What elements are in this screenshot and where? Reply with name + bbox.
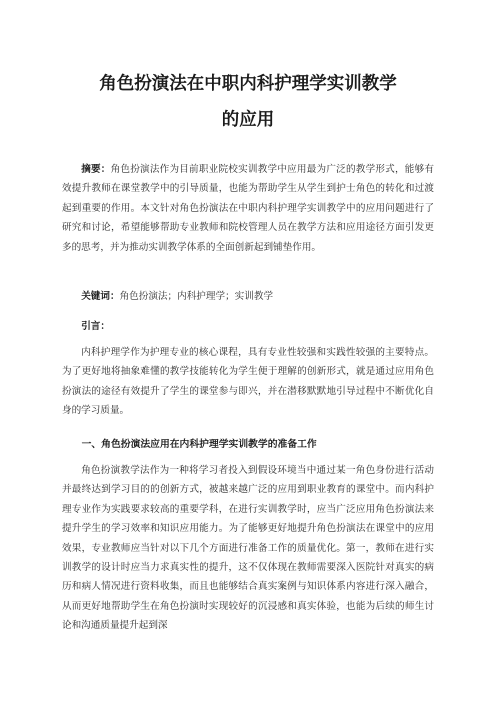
section-1-text: 角色扮演教学法作为一种将学习者投入到假设环境当中通过某一角色身份进行活动并最终达到学习目的的创新方式，被越来越广泛的应用到职业教育的课堂中。而内科护理专业作为实践要求较高的重要学科，在进行实训教学时，应当广泛应用角色扮演法来提升学生的学习效率和知识应用能力。为了能够更好地提升角色扮演法在课堂中的应用效果，专业教师应当针对以下几个方面进行准备工作的质量优化。第一，教师在进行实训教学的设计时应当力求真实性的提升，这不仅体现在教师需要深入医院针对真实的病历和病人情况进行资料收集，而且也能够结合真实案例与知识体系内容进行深入融合，从而更好地帮助学生在角色扮演时实现较好的沉浸感和真实体验，也能为后续的师生讨论和沟通质量提升起到深 [62,465,434,632]
abstract-label: 摘要： [81,164,111,175]
intro-label-line [62,317,434,336]
paper-title-line-1: 角色扮演法在中职内科护理学实训教学 [99,74,397,94]
keywords-paragraph [62,287,434,306]
section-1-heading: 一、角色扮演法应用在内科护理学实训教学的准备工作 [81,439,317,450]
intro-text: 内科护理学作为护理专业的核心课程，具有专业性较强和实践性较强的主要特点。为了更好地将抽象难懂的教学技能转化为学生便于理解的创新形式，就是通过应用角色扮演法的途径有效提升了学生的课堂参与即兴，并在潜移默默地引导过程中不断优化自身的学习质量。 [62,347,434,417]
keywords-text: 角色扮演法；内科护理学；实训教学 [119,291,274,302]
abstract-paragraph [62,160,434,257]
paper-title-line-2: 的应用 [221,110,275,130]
intro-paragraph [62,343,434,421]
paper-title [40,66,456,138]
keywords-label: 关键词： [81,291,120,302]
section-1-paragraph [62,461,434,636]
intro-label: 引言： [81,321,110,332]
abstract-text: 角色扮演法作为目前职业院校实训教学中应用最为广泛的教学形式，能够有效提升教师在课堂教学中的引导质量，也能为帮助学生从学生到护士角色的转化和过渡起到重要的作用。本文针对角色扮演法在中职内科护理学实训教学中的应用问题进行了研究和讨论，希望能够帮助专业教师和院校管理人员在教学方法和应用途径方面引发更多的思考，并为推动实训教学体系的全面创新起到铺垫作用。 [62,164,435,253]
